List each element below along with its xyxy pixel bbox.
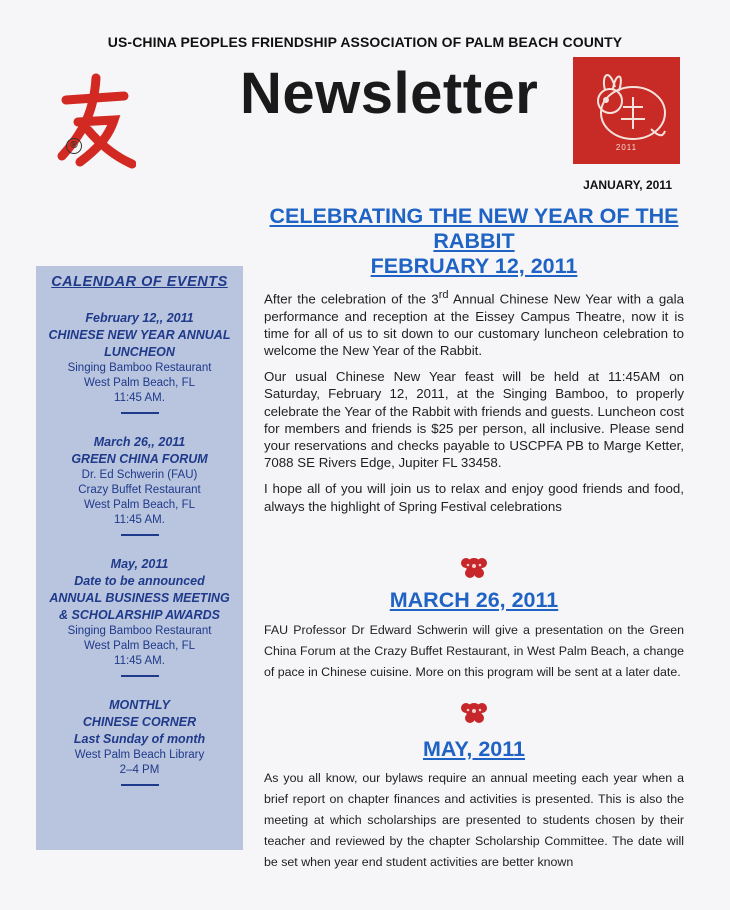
para-text: Annual Chinese New Year with a gala performance and reception at the Eissey Campus Theatre, now it is time for all of us to sit down to our customary luncheon celebration to welcome the New Year of the Rabbit. [264, 291, 684, 359]
event-detail: Dr. Ed Schwerin (FAU) [81, 469, 198, 481]
event-divider [121, 675, 159, 677]
calendar-event [36, 697, 243, 786]
organization-title: US-CHINA PEOPLES FRIENDSHIP ASSOCIATION OF PALM BEACH COUNTY [107, 34, 623, 50]
main-article [264, 204, 684, 873]
issue-date: JANUARY, 2011 [583, 178, 672, 192]
calendar-sidebar [36, 266, 243, 850]
headline-date: FEBRUARY 12, 2011 [370, 254, 578, 278]
event-date: May, 2011 [110, 557, 169, 571]
event-divider [121, 534, 159, 536]
section-heading-march: MARCH 26, 2011 [389, 587, 559, 612]
event-date: March 26,, 2011 [93, 435, 186, 449]
event-detail: 11:45 AM. [114, 655, 165, 667]
event-detail: West Palm Beach, FL [84, 640, 195, 652]
event-detail: Crazy Buffet Restaurant [78, 484, 201, 496]
rosette-divider [264, 698, 684, 731]
event-divider [121, 412, 159, 414]
event-title: ANNUAL BUSINESS MEETING [49, 591, 230, 605]
section-body-may: As you all know, our bylaws require an annual meeting each year when a brief report on chapter finances and activities is presented. This is also the meeting at which scholarships are presented to students chosen by their teacher and reviewed by the chapter Scholarship Committee. The date will be set when year end student activities are better known [264, 770, 684, 869]
event-detail: 11:45 AM. [114, 392, 165, 404]
event-detail: Singing Bamboo Restaurant [67, 362, 212, 374]
event-detail: West Palm Beach, FL [84, 499, 195, 511]
event-title: CHINESE NEW YEAR ANNUAL [48, 328, 231, 342]
event-detail: West Palm Beach Library [74, 749, 205, 761]
year-of-rabbit-emblem [573, 57, 680, 164]
calendar-heading: CALENDAR OF EVENTS [51, 274, 228, 290]
headline: RABBIT [433, 229, 515, 253]
friendship-logo-icon [56, 70, 136, 170]
event-title: GREEN CHINA FORUM [71, 452, 208, 466]
headline: CELEBRATING THE NEW YEAR OF THE [269, 204, 679, 228]
article-paragraph: Our usual Chinese New Year feast will be held at 11:45AM on Saturday, February 12, 2011, at the Singing Bamboo, to properly celebrate the Year of the Rabbit with friends and guests. Luncheon cost for members and friends is $25 per person, all inclusive. Please send your reservations and checks payable to USCPFA PB to Marge Ketter, 7088 SE Rivers Edge, Jupiter FL 33458. [264, 369, 684, 471]
registered-mark: ® [66, 138, 82, 154]
event-divider [121, 784, 159, 786]
flower-ornament-icon [457, 698, 491, 726]
event-detail: 11:45 AM. [114, 514, 165, 526]
event-detail: West Palm Beach, FL [84, 377, 195, 389]
emblem-year: 2011 [615, 143, 638, 152]
para-sup: rd [438, 289, 449, 301]
event-title: Date to be announced [74, 574, 205, 588]
event-date: MONTHLY [109, 698, 170, 712]
para-text: After the celebration of the 3 [264, 291, 439, 307]
article-paragraph [264, 287, 684, 359]
calendar-event [36, 310, 243, 414]
article-paragraph: I hope all of you will join us to relax and enjoy good friends and food, always the highlight of Spring Festival celebrations [264, 481, 684, 514]
event-title: LUNCHEON [104, 345, 175, 359]
event-date: February 12,, 2011 [85, 311, 194, 325]
flower-ornament-icon [457, 553, 491, 581]
event-title: CHINESE CORNER [82, 715, 197, 729]
event-detail: 2–4 PM [119, 764, 160, 776]
calendar-event [36, 556, 243, 677]
event-detail: Singing Bamboo Restaurant [67, 625, 212, 637]
section-body-march: FAU Professor Dr Edward Schwerin will give a presentation on the Green China Forum at the Crazy Buffet Restaurant, in West Palm Beach, a change of pace in Chinese cuisine. More on this program will be sent at a later date. [264, 622, 684, 679]
event-title: & SCHOLARSHIP AWARDS [59, 608, 220, 622]
newsletter-title: Newsletter [240, 61, 539, 126]
section-heading-may: MAY, 2011 [422, 736, 525, 761]
calendar-event [36, 434, 243, 536]
event-title: Last Sunday of month [73, 732, 206, 746]
rosette-divider [264, 553, 684, 586]
